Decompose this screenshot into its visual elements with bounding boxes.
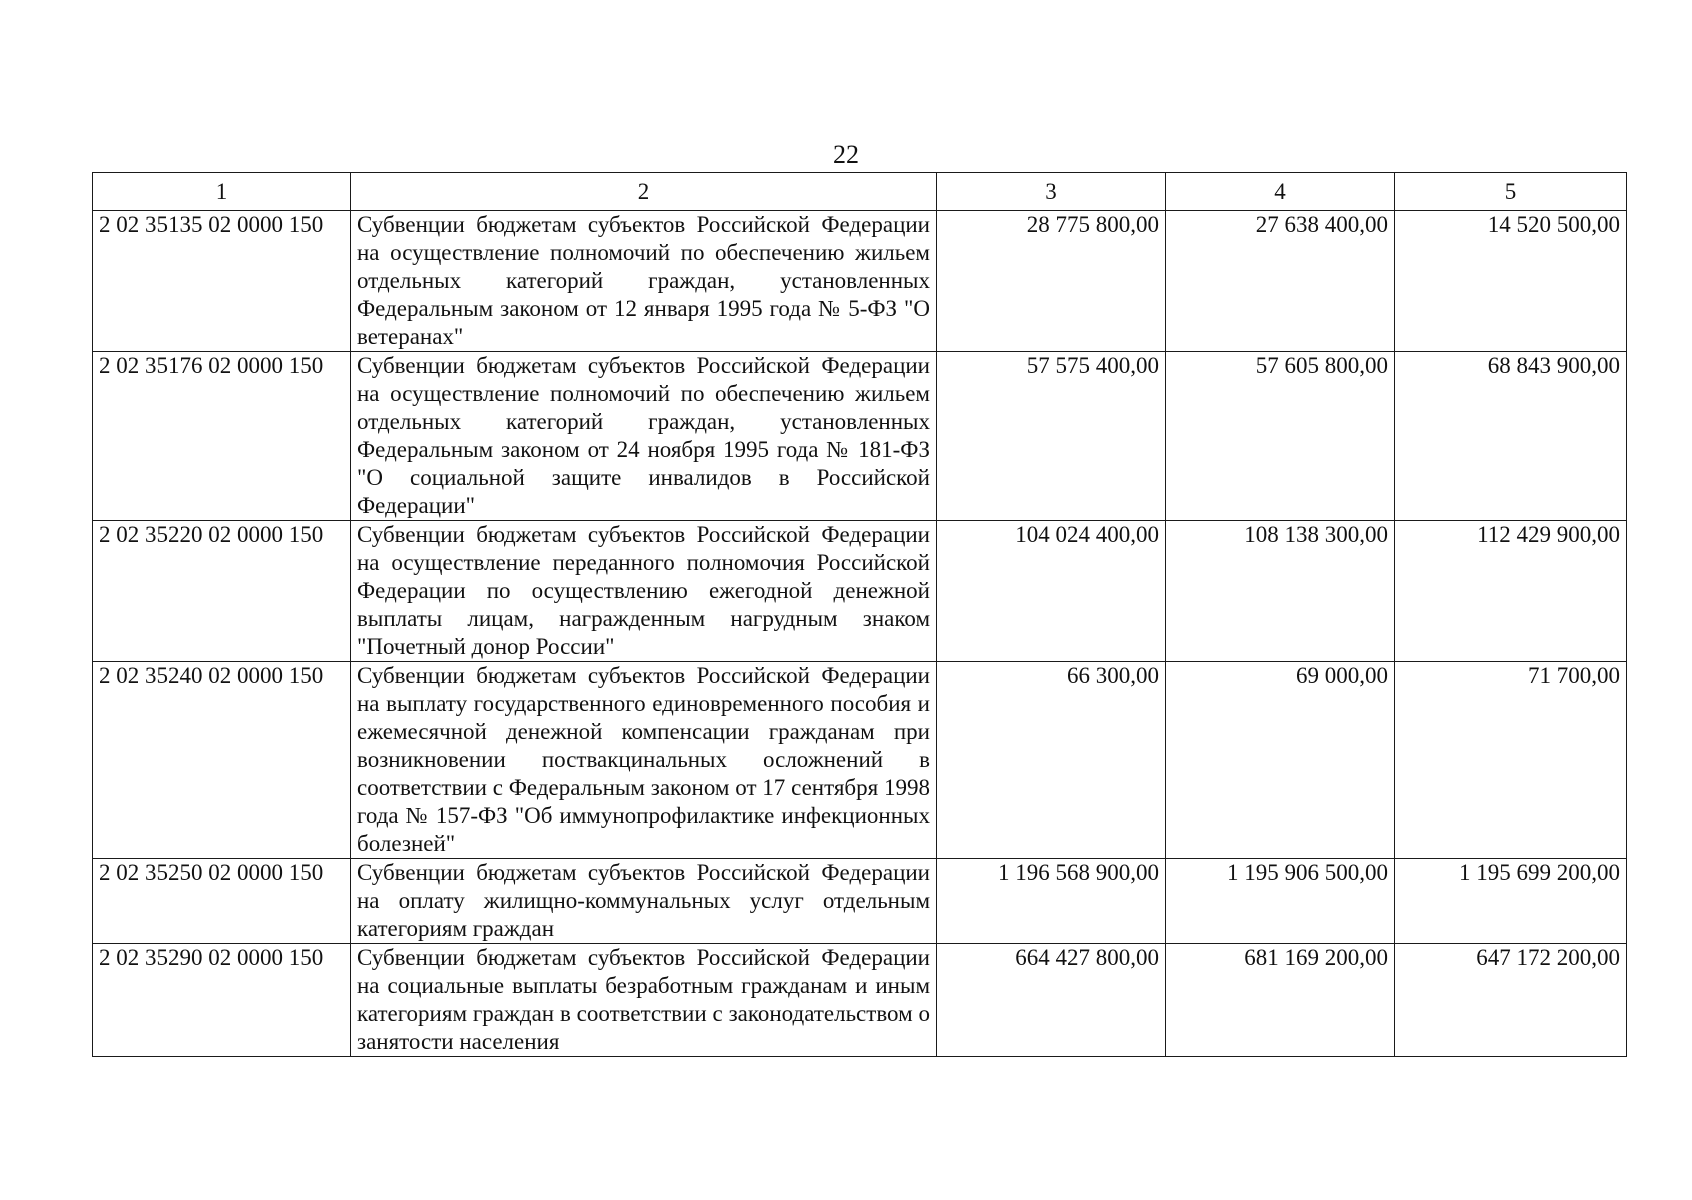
description: Субвенции бюджетам субъектов Российской Федерации на выплату государственного единовременного пособия и ежемесячной денежной компенсации гражданам при возникновении поствакцинальных осложнений в соответствии с Федеральным законом от 17 сентября 1998 года № 157-ФЗ "Об иммунопрофилактике инфекционных болезней": [351, 662, 937, 859]
budget-code: 2 02 35290 02 0000 150: [93, 944, 351, 1057]
amount-col-4: 681 169 200,00: [1166, 944, 1395, 1057]
header-col-1: 1: [93, 173, 351, 211]
amount-col-5: 14 520 500,00: [1395, 211, 1627, 352]
amount-col-3: 66 300,00: [937, 662, 1166, 859]
header-row: [93, 173, 1627, 211]
description: Субвенции бюджетам субъектов Российской Федерации на осуществление полномочий по обеспечению жильем отдельных категорий граждан, установленных Федеральным законом от 12 января 1995 года № 5-ФЗ "О ветеранах": [351, 211, 937, 352]
budget-code: 2 02 35250 02 0000 150: [93, 859, 351, 944]
amount-col-3: 1 196 568 900,00: [937, 859, 1166, 944]
budget-code: 2 02 35176 02 0000 150: [93, 352, 351, 521]
amount-col-5: 112 429 900,00: [1395, 521, 1627, 662]
amount-col-4: 57 605 800,00: [1166, 352, 1395, 521]
amount-col-4: 27 638 400,00: [1166, 211, 1395, 352]
table-body: [93, 211, 1627, 1057]
page-number: 22: [833, 140, 859, 169]
table-row: [93, 859, 1627, 944]
budget-code: 2 02 35135 02 0000 150: [93, 211, 351, 352]
amount-col-5: 71 700,00: [1395, 662, 1627, 859]
amount-col-3: 28 775 800,00: [937, 211, 1166, 352]
header-col-3: 3: [937, 173, 1166, 211]
description: Субвенции бюджетам субъектов Российской Федерации на оплату жилищно-коммунальных услуг отдельным категориям граждан: [351, 859, 937, 944]
amount-col-5: 647 172 200,00: [1395, 944, 1627, 1057]
table-row: [93, 211, 1627, 352]
amount-col-5: 68 843 900,00: [1395, 352, 1627, 521]
amount-col-3: 104 024 400,00: [937, 521, 1166, 662]
amount-col-4: 69 000,00: [1166, 662, 1395, 859]
header-col-4: 4: [1166, 173, 1395, 211]
amount-col-4: 108 138 300,00: [1166, 521, 1395, 662]
amount-col-3: 664 427 800,00: [937, 944, 1166, 1057]
amount-col-3: 57 575 400,00: [937, 352, 1166, 521]
table-header: [93, 173, 1627, 211]
budget-code: 2 02 35220 02 0000 150: [93, 521, 351, 662]
header-col-2: 2: [351, 173, 937, 211]
table-row: [93, 521, 1627, 662]
table-row: [93, 352, 1627, 521]
budget-code: 2 02 35240 02 0000 150: [93, 662, 351, 859]
header-col-5: 5: [1395, 173, 1627, 211]
budget-table: [92, 172, 1627, 1057]
description: Субвенции бюджетам субъектов Российской Федерации на осуществление полномочий по обеспечению жильем отдельных категорий граждан, установленных Федеральным законом от 24 ноября 1995 года № 181-ФЗ "О социальной защите инвалидов в Российской Федерации": [351, 352, 937, 521]
amount-col-5: 1 195 699 200,00: [1395, 859, 1627, 944]
amount-col-4: 1 195 906 500,00: [1166, 859, 1395, 944]
description: Субвенции бюджетам субъектов Российской Федерации на осуществление переданного полномочия Российской Федерации по осуществлению ежегодной денежной выплаты лицам, награжденным нагрудным знаком "Почетный донор России": [351, 521, 937, 662]
description: Субвенции бюджетам субъектов Российской Федерации на социальные выплаты безработным гражданам и иным категориям граждан в соответствии с законодательством о занятости населения: [351, 944, 937, 1057]
table-row: [93, 662, 1627, 859]
table-row: [93, 944, 1627, 1057]
